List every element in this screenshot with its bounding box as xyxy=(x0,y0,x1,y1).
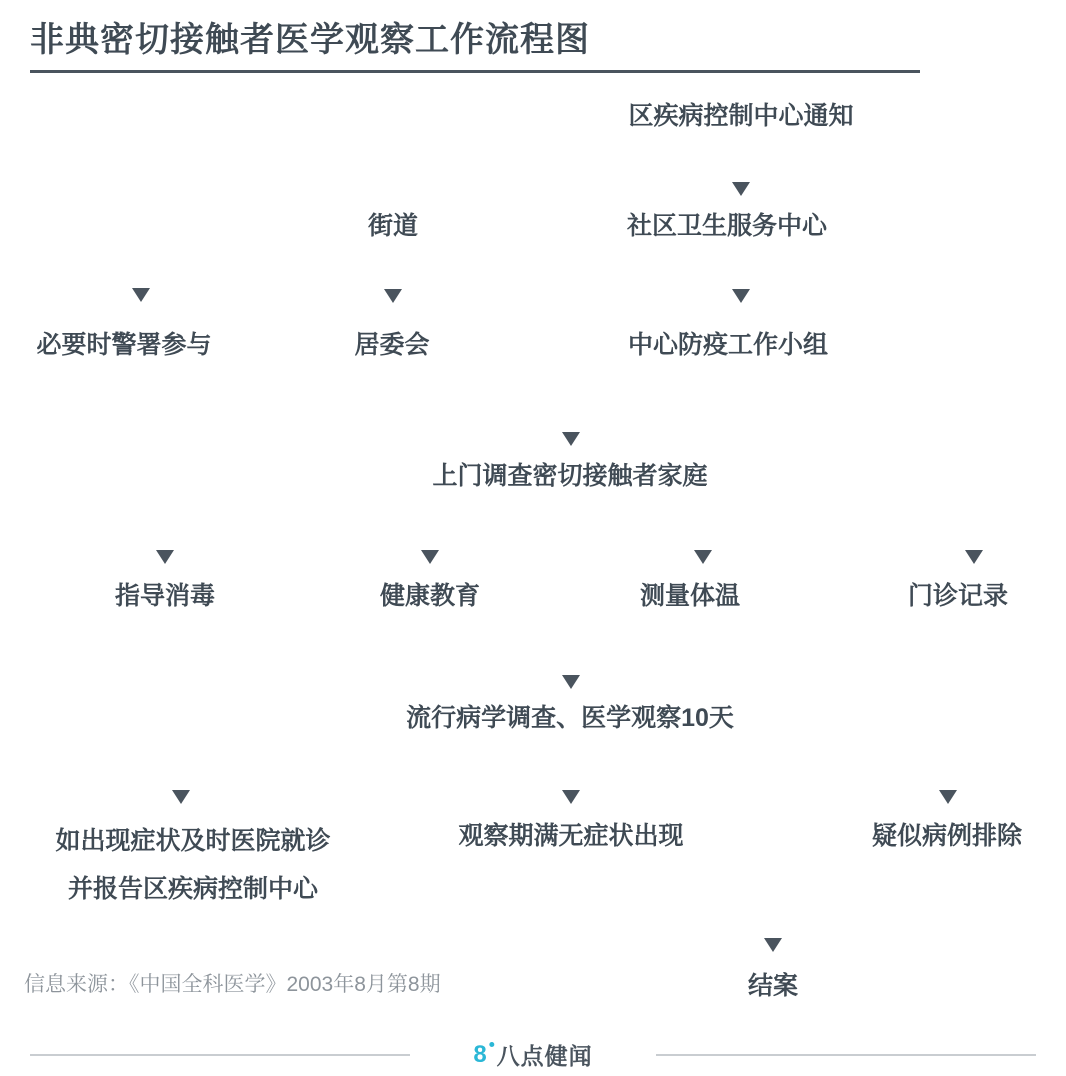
node-residents-committee: 居委会 xyxy=(354,331,430,359)
node-community-center: 社区卫生服务中心 xyxy=(626,212,828,240)
node-symptom-referral xyxy=(55,818,330,913)
arrow-home-visit xyxy=(562,432,580,446)
connector-task3-down xyxy=(0,556,3,594)
footer xyxy=(0,1036,1066,1076)
arrow-task1 xyxy=(156,550,174,564)
arrow-street-police xyxy=(132,288,150,302)
connector-suspect-down xyxy=(0,827,3,875)
connector-closed-v xyxy=(0,878,3,912)
node-home-visit: 上门调查密切接触者家庭 xyxy=(432,462,708,490)
connector-cdc-to-center xyxy=(0,0,3,42)
connector-outcome1-v xyxy=(0,683,3,715)
footer-divider-left xyxy=(30,1054,410,1056)
node-police: 必要时警署参与 xyxy=(36,331,212,359)
connector-merge-home-visit xyxy=(0,283,341,286)
arrow-task2 xyxy=(421,550,439,564)
connector-task4-down xyxy=(0,594,3,632)
arrow-cdc-to-center xyxy=(732,182,750,196)
node-case-closed: 结案 xyxy=(747,972,799,1000)
node-no-symptom: 观察期满无症状出现 xyxy=(458,822,684,850)
arrow-task3 xyxy=(694,550,712,564)
brand-mark-icon xyxy=(473,1041,486,1069)
page-title: 非典密切接触者医学观察工作流程图 xyxy=(30,21,590,59)
connector-center-group xyxy=(0,175,3,217)
node-cdc-notice: 区疾病控制中心通知 xyxy=(628,102,854,130)
node-epidemic-group: 中心防疫工作小组 xyxy=(627,331,829,359)
node-symptom-referral-line2: 并报告区疾病控制中心 xyxy=(67,874,319,903)
connector-home-visit-v xyxy=(0,286,3,321)
node-street: 街道 xyxy=(367,212,419,240)
footer-divider-right xyxy=(656,1054,1036,1056)
connector-outcome2-v xyxy=(0,715,3,747)
connector-task4-v xyxy=(0,446,3,480)
connector-home-visit-down xyxy=(0,321,3,341)
node-health-education: 健康教育 xyxy=(379,582,481,610)
connector-task3-v xyxy=(0,412,3,446)
connector-group-down xyxy=(0,250,3,283)
connector-epi-v xyxy=(0,635,3,660)
arrow-outcome2 xyxy=(562,790,580,804)
arrow-street-committee xyxy=(384,289,402,303)
node-suspect-excluded: 疑似病例排除 xyxy=(871,822,1023,850)
connector-epi-down xyxy=(0,660,3,680)
arrow-outcome3 xyxy=(939,790,957,804)
node-epi-survey: 流行病学调查、医学观察10天 xyxy=(406,704,734,732)
arrow-outcome1 xyxy=(172,790,190,804)
arrow-center-group xyxy=(732,289,750,303)
node-clinic-record: 门诊记录 xyxy=(907,582,1009,610)
node-temperature: 测量体温 xyxy=(639,582,741,610)
connector-task2-v xyxy=(0,378,3,412)
connector-tasks-merge xyxy=(0,632,812,635)
source-note: 信息来源：《中国全科医学》2003年8月第8期 xyxy=(24,973,441,996)
brand-logo xyxy=(473,1038,592,1071)
arrow-epi-survey xyxy=(562,675,580,689)
title-divider xyxy=(30,70,920,73)
connector-committee-down xyxy=(0,217,3,250)
arrow-case-closed xyxy=(764,938,782,952)
connector-task1-down xyxy=(0,480,3,518)
brand-dot-icon xyxy=(490,1042,495,1047)
connector-street-committee xyxy=(0,133,3,175)
arrow-task4 xyxy=(965,550,983,564)
node-symptom-referral-line1: 如出现症状及时医院就诊 xyxy=(55,827,331,855)
brand-name-label: 八点健闻 xyxy=(496,1043,593,1069)
brand-mark-text: 8 xyxy=(473,1040,487,1068)
connector-task1-v xyxy=(0,344,3,378)
connector-outcome-bus xyxy=(0,680,770,683)
connector-outcome3-v xyxy=(0,747,3,779)
node-disinfect: 指导消毒 xyxy=(114,582,216,610)
connector-no-symptom-down xyxy=(0,779,3,827)
connector-street-police-v xyxy=(0,48,3,133)
connector-task2-down xyxy=(0,518,3,556)
